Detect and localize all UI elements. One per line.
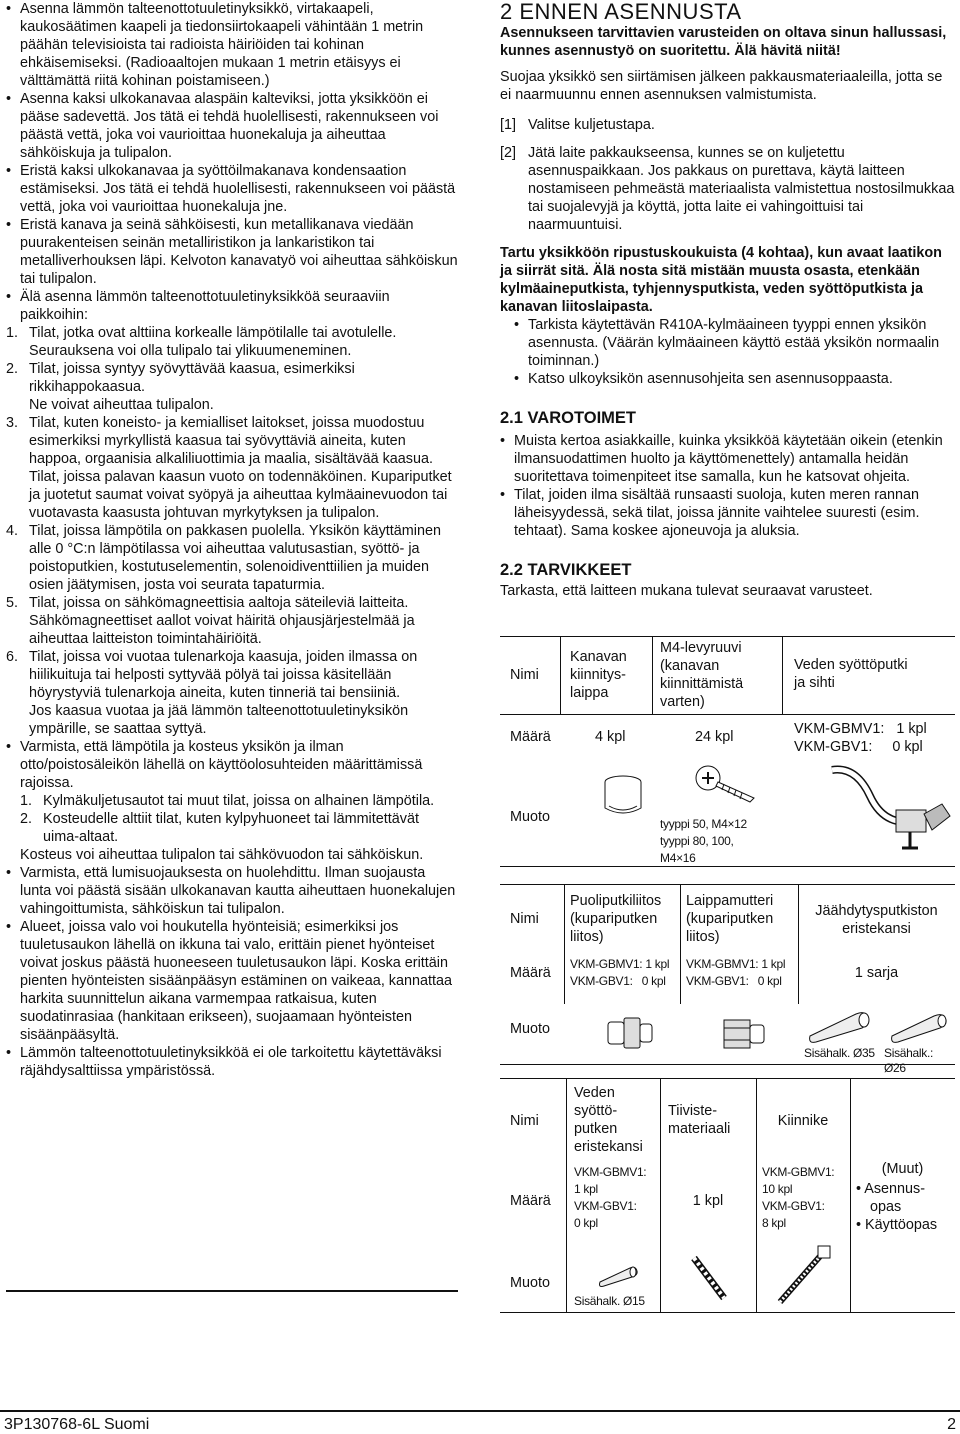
list-item: 1. Tilat, jotka ovat alttiina korkealle lämpötilalle tai avotulelle. Seurauksena voi olla tulipalo tai ylikuumeneminen. (6, 325, 397, 359)
screw-icon (694, 764, 764, 806)
cell-name-flare-nut: Laippamutteri (kupariputken liitos) (686, 893, 774, 945)
precaution-bullets (500, 432, 955, 540)
row-label-shape: Muoto (510, 809, 550, 825)
insulation-35-label: Sisähalk. Ø35 (804, 1046, 875, 1060)
list-item: • Asennus- (856, 1181, 926, 1197)
list-item: 4. Tilat, joissa lämpötila on pakkasen puolella. Yksikön käyttäminen alle 0 °C:n lämpötilassa voi aiheuttaa valutusastian, syöttö- ja poistoputkien, kostutuselementin, solenoidiventtiilien ja muiden osien jäätymisen, josta voi seurata tapaturmia. (6, 523, 441, 593)
screw-type-note: tyyppi 50, M4×12 tyyppi 80, 100, M4×16 (660, 817, 747, 865)
accessory-table-3 (500, 1078, 955, 1314)
list-item: • Varmista, että lumisuojauksesta on huolehdittu. Ilman suojausta lunta voi päästä sisään ulkokanavan kautta aiheuttaen huonekalujen vahingoittumista, sähköiskun tai tulipalon. (6, 864, 458, 918)
row-label-name: Nimi (510, 911, 539, 927)
left-column (6, 0, 458, 1080)
list-item-cont: opas (870, 1199, 902, 1215)
cell-qty-half-union: VKM-GBMV1: 1 kpl VKM-GBV1: 0 kpl (570, 957, 670, 988)
cell-name-clamp: Kiinnike (777, 1113, 829, 1129)
page-footer (0, 1410, 960, 1433)
list-item: • Asenna kaksi ulkokanavaa alaspäin kalteviksi, jotta yksikköön ei pääse sadevettä. Jos tätä ei tehdä huolellisesti, rakennukseen voi päästä vettä, joka voi vaurioittaa huonekaluja ja aiheuttaa sähköiskuja ja tulipalon. (6, 90, 458, 162)
cell-name-insulation: Jäähdytysputkiston eristekansi (815, 903, 938, 937)
row-label-qty: Määrä (510, 965, 551, 981)
list-item: • Eristä kaksi ulkokanavaa ja syöttöilmakanava kondensaation estämiseksi. Jos tätä ei tehdä huolellisesti, rakennukseen voi päästä vettä, joka voi vaurioittaa huonekaluja jne. (6, 162, 458, 216)
subsection-title-accessories: 2.2 TARVIKKEET (500, 561, 632, 579)
insulation-26-icon (886, 1008, 952, 1044)
accessories-intro: Tarkasta, että laitteen mukana tulevat seuraavat varusteet. (500, 583, 873, 599)
accessory-table-1 (500, 636, 955, 870)
cell-name-flange: Kanavan kiinnitys- laippa (570, 649, 627, 701)
cell-name-water-pipe: Veden syöttöputki ja sihti (794, 657, 908, 691)
list-item: • Tilat, joiden ilma sisältää runsaasti suoloja, kuten meren rannan läheisyydessä, sekä tilat, joissa jännite vaihtelee suuresti (esim. tehtaat). Sama koskee ajoneuvoja ja aluksia. (500, 486, 955, 540)
row-label-name: Nimi (510, 667, 539, 683)
section-title: 2 ENNEN ASENNUSTA (500, 0, 742, 24)
humidity-list (20, 792, 458, 846)
cell-other (850, 1160, 955, 1234)
cell-qty-clamp: VKM-GBMV1: 10 kpl VKM-GBV1: 8 kpl (762, 1165, 835, 1230)
cell-qty-screw: 24 kpl (695, 729, 734, 745)
row-label-shape: Muoto (510, 1275, 550, 1291)
list-item: 2. Tilat, joissa syntyy syövyttävää kaasua, esimerkiksi rikkihappokaasua. Ne voivat aiheuttaa tulipalon. (6, 361, 355, 413)
list-item: 3. Tilat, kuten koneisto- ja kemialliset laitokset, joissa muodostuu esimerkiksi myrkyllistä kaasua tai syövyttäviä aineita, kuten happoa, orgaanisia alkaliliuottimia ja maalia, sisältävää kaasua. Tilat, joissa palavan kaasun vuoto on todennäköinen. Kupariputket ja juotetut saumat voivat syöpyä ja aiheuttaa kylmäainevuodon tai vuotavasta kaasusta johtuvan myrkytyksen ja tulipalon. (6, 415, 452, 521)
intro-text: Suojaa yksikkö sen siirtämisen jälkeen pakkausmateriaaleilla, jotta se ei naarmuunnu ennen asennuksen valmistumista. (500, 69, 943, 103)
doc-id: 3P130768-6L Suomi (4, 1416, 150, 1433)
list-item: • Käyttöopas (856, 1217, 938, 1233)
list-item: • Katso ulkoyksikön asennusohjeita sen asennusoppaasta. (514, 370, 955, 388)
sealing-material-icon (686, 1250, 732, 1306)
half-union-icon (604, 1012, 656, 1054)
cell-qty-sealing: 1 kpl (692, 1193, 724, 1209)
subsection-title-precautions: 2.1 VAROTOIMET (500, 409, 636, 427)
list-item: • Eristä kanava ja seinä sähköisesti, kun metallikanava viedään puurakenteisen seinän metalliristikon ja lankaristikon tai metalliverhouksen läpi. Kelvoton kanavatyö voi aiheuttaa sähköiskun tai tulipalon. (6, 216, 458, 288)
cell-name-half-union: Puoliputkiliitos (kupariputken liitos) (570, 893, 662, 945)
clamp-icon (774, 1244, 834, 1308)
list-item: • Lämmön talteenottotuuletinyksikköä ei ole tarkoitettu käytettäväksi räjähdysalttiissa ympäristössä. (6, 1044, 458, 1080)
cell-qty-water-insulation: VKM-GBMV1: 1 kpl VKM-GBV1: 0 kpl (574, 1165, 647, 1230)
cell-name-sealing: Tiiviste- materiaali (668, 1103, 731, 1137)
list-item: • Muista kertoa asiakkaille, kuinka yksikköä käytetään oikein (etenkin ilmansuodattimen huolto ja käyttömenettely) antamalla heidän suoritettava toimenpiteet itse samalla, kun he katsovat ohjeita. (500, 432, 955, 486)
cell-qty-water-pipe: VKM-GBMV1: 1 kpl VKM-GBV1: 0 kpl (794, 721, 927, 755)
right-column (500, 0, 955, 600)
list-item: • Tarkista käytettävän R410A-kylmäaineen tyyppi ennen yksikön asennusta. (Väärän kylmäaineen käyttö estää yksikön normaalin toiminnan.) (514, 316, 955, 370)
list-item: • Varmista, että lämpötila ja kosteus yksikön ja ilman otto/poistosäleikön lähellä on käyttöolosuhteiden määrittämissä rajoissa. 1. Kylmäkuljetusautot tai muut tilat, joissa on alhainen lämpötila. 2. Kosteudelle alttiit tilat, kuten kylpyhuoneet tai lämmitettävät uima-altaat. Kosteus voi aiheuttaa tulipalon tai sähkövuodon tai sähköiskun. (6, 738, 458, 864)
row-label-name: Nimi (510, 1113, 539, 1129)
other-title: (Muut) (881, 1161, 924, 1177)
water-insulation-icon (596, 1262, 640, 1288)
accessory-table-2 (500, 884, 955, 1075)
cell-name-screw: M4-levyruuvi (kanavan kiinnittämistä varten) (660, 640, 744, 710)
list-item: • Älä asenna lämmön talteenottotuuletinyksikköä seuraaviin paikkoihin: (6, 288, 458, 324)
step-2: [2] Jätä laite pakkaukseensa, kunnes se on kuljetettu asennuspaikkaan. Jos pakkaus on purettava, käytä laitteen nostamiseen pehmeästä materiaalista valmistettua nostosilmukkaa tai suojalevyjä ja köyttä, jotta laite ei vahingoittuisi tai naarmuuntuisi. (500, 145, 955, 233)
row-label-qty: Määrä (510, 729, 551, 745)
list-item: • Asenna lämmön talteenottotuuletinyksikkö, virtakaapeli, kaukosäätimen kaapeli ja tiedonsiirtokaapeli vähintään 1 metrin päähän televisioista tai radioista häiriöiden tai kohinan ehkäisemiseksi. (Radioaaltojen mukaan 1 metrin etäisyys ei välttämättä riitä kohinan poistamiseen.) (6, 0, 458, 90)
row-label-shape: Muoto (510, 1021, 550, 1037)
humidity-note: Kosteus voi aiheuttaa tulipalon tai sähkövuodon tai sähköiskun. (20, 847, 424, 863)
water-insulation-label: Sisähalk. Ø15 (574, 1294, 645, 1308)
forbidden-places-list (6, 324, 458, 738)
list-item: • Alueet, joissa valo voi houkutella hyönteisiä; esimerkiksi jos tuuletusaukon lähellä on ikkuna tai valo, erittäin pienet hyönteiset voivat joskus päästä huoneeseen tuuletusaukon läpi. Koska erittäin pienten hyönteisten sisäänpääsyn estäminen on vaikeaa, kannattaa harkita suunnittelun aikana varmempaa ratkaisua, kuten suodatinrasiaa (hankitaan erikseen), suojaamaan hyönteisten sisäänpääsyltä. (6, 918, 458, 1044)
lift-bullets (514, 316, 955, 388)
list-item: 1. Kylmäkuljetusautot tai muut tilat, joissa on alhainen lämpötila. (20, 793, 435, 809)
cell-name-water-insulation: Veden syöttö- putken eristekansi (574, 1085, 643, 1155)
flange-icon (600, 772, 646, 820)
water-pipe-icon (826, 756, 954, 856)
cell-qty-insulation: 1 sarja (854, 965, 899, 981)
left-column-end-rule (6, 1290, 458, 1292)
safety-bullets-top (6, 0, 458, 324)
step-1: [1] Valitse kuljetustapa. (500, 117, 655, 133)
list-item: 2. Kosteudelle alttiit tilat, kuten kylpyhuoneet tai lämmitettävät uima-altaat. (20, 811, 419, 845)
page-number: 2 (947, 1416, 956, 1433)
list-item: 6. Tilat, joissa voi vuotaa tulenarkoja kaasuja, joiden ilmassa on hiilikuituja tai helposti syttyvää pölyä tai joissa käsitellään höyrystyviä tulenarkoja aineita, kuten tinneriä tai bensiiniä. Jos kaasua vuotaa ja jää lämmön talteenottotuuletinyksikön ympärille, se saattaa syttyä. (6, 649, 418, 737)
intro-warning: Asennukseen tarvittavien varusteiden on oltava sinun hallussasi, kunnes asennustyö on suoritettu. Älä hävitä niitä! (500, 25, 947, 59)
cell-qty-flare-nut: VKM-GBMV1: 1 kpl VKM-GBV1: 0 kpl (686, 957, 786, 988)
lift-warning: Tartu yksikköön ripustuskoukuista (4 kohtaa), kun avaat laatikon ja siirrät sitä. Älä nosta sitä mistään muusta osasta, etenkään kylmäaineputkista, tyhjennysputkista, veden syöttöputkista ja kanavan liitoslaipasta. (500, 245, 942, 315)
row-label-qty: Määrä (510, 1193, 551, 1209)
flare-nut-icon (718, 1012, 770, 1054)
insulation-26-label: Sisähalk.: Ø26 (884, 1046, 934, 1075)
humidity-bullet (6, 738, 458, 1080)
list-item: 5. Tilat, joissa on sähkömagneettisia aaltoja säteileviä laitteita. Sähkömagneettiset aallot voivat häiritä ohjausjärjestelmää ja aiheuttaa laitteiston toimintahäiriöitä. (6, 595, 415, 647)
cell-qty-flange: 4 kpl (595, 729, 626, 745)
insulation-35-icon (804, 1008, 874, 1044)
